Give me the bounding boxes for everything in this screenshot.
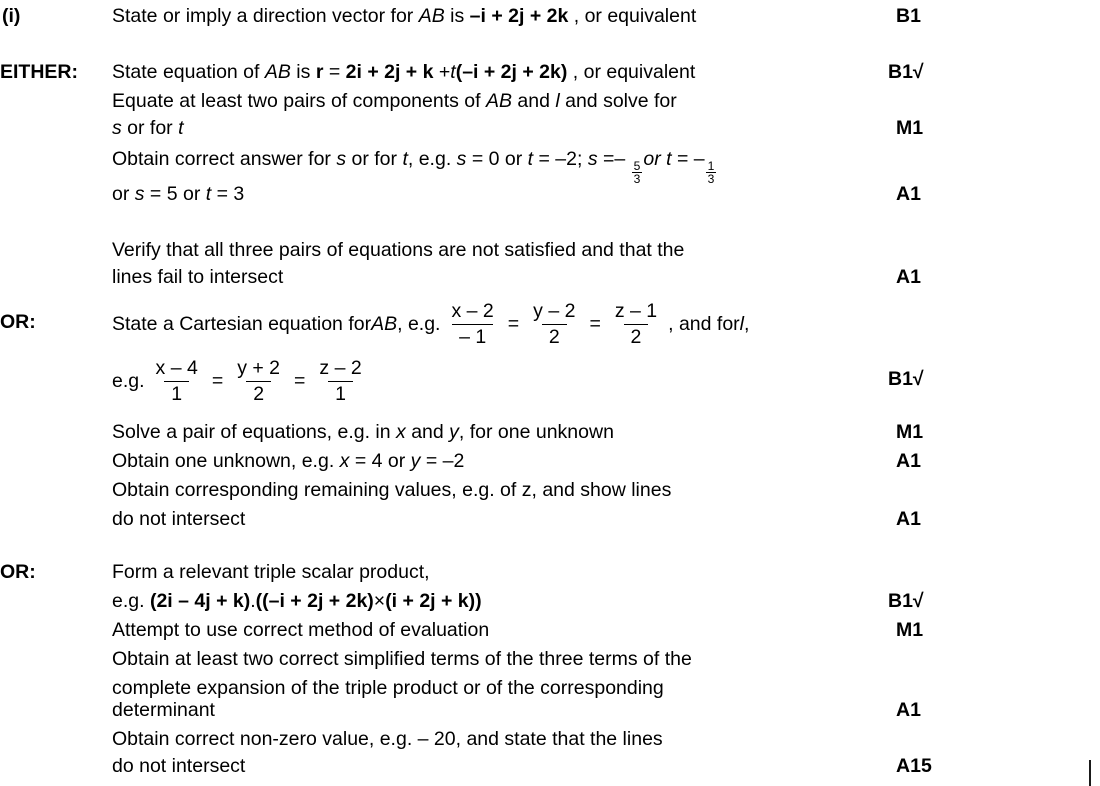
cartesian-l-fraction-z [312, 357, 368, 406]
obtain-answer-t1: t [402, 148, 408, 170]
or-first-label: OR: [0, 311, 36, 333]
obtain-answer-s1: s [336, 148, 347, 170]
equation-ab-r: r [315, 61, 324, 83]
mark-a1-verify: A1 [896, 266, 921, 288]
equation-ab-statement [112, 58, 695, 87]
equate-components-line-l: l [555, 90, 560, 112]
fraction-five-thirds-numerator: 5 [633, 159, 641, 174]
mark-a1-obtain-one-unknown: A1 [896, 450, 921, 472]
cartesian-ab-ab: AB [371, 313, 398, 335]
equation-ab-vector-b: (–i + 2j + 2k) [455, 61, 568, 83]
obtain-answer-text-f: =– [597, 148, 631, 170]
triple-scalar-prefix: e.g. [112, 590, 150, 612]
cartesian-l-equation [145, 357, 373, 406]
question-number-label: (i) [2, 5, 21, 27]
obtain-two-terms-line1: Obtain at least two correct simplified terms of the three terms of the [112, 648, 692, 670]
obtain-answer-t3: t [666, 148, 672, 170]
cartesian-ab-text-before: State a Cartesian equation for [112, 313, 372, 335]
direction-vector-text-after: , or equivalent [568, 5, 697, 27]
obtain-answer-text-g: = – [671, 148, 705, 170]
fraction-one-third [706, 160, 717, 186]
cartesian-ab-fraction-x-numerator: x – 2 [451, 300, 494, 322]
obtain-answer-text-d: = 0 or [466, 148, 528, 170]
or-second-label: OR: [0, 561, 36, 583]
mark-m1-attempt-evaluation: M1 [896, 619, 924, 641]
cartesian-ab-fraction-x [444, 300, 500, 349]
obtain-remaining-line2: do not intersect [112, 508, 246, 530]
obtain-one-unknown-x: x [339, 450, 350, 472]
equation-ab-text-after: , or equivalent [567, 61, 696, 83]
verify-line1: Verify that all three pairs of equations are not satisfied and that the [112, 239, 685, 261]
triple-scalar-vector-a: (2i – 4j + k) [149, 590, 251, 612]
equation-ab-equals: = [323, 61, 346, 83]
equate-components-s: s [112, 117, 122, 139]
cartesian-l-fraction-y [230, 357, 287, 406]
cartesian-ab-text-mid: , e.g. [397, 313, 441, 335]
obtain-two-terms-line2: complete expansion of the triple product or of the corresponding [112, 677, 664, 699]
cartesian-ab-fraction-y [526, 300, 582, 349]
mark-a1-final-code: A1 [896, 755, 921, 777]
attempt-evaluation-statement: Attempt to use correct method of evaluation [112, 619, 490, 641]
obtain-answer-text-e: = –2; [533, 148, 588, 170]
cartesian-ab-equation [440, 300, 668, 349]
cartesian-ab-text-after: , and for [668, 313, 740, 335]
obtain-one-unknown-y: y [410, 450, 421, 472]
equation-ab-vector-a: 2i + 2j + k [345, 61, 434, 83]
cartesian-ab-text-end: , [744, 313, 750, 335]
triple-scalar-cross-operator: × [373, 590, 386, 612]
fraction-five-thirds [632, 160, 643, 186]
mark-b1-direction-vector: B1 [896, 5, 921, 27]
triple-scalar-vector-c: (i + 2j + k)) [385, 590, 482, 612]
obtain-one-unknown-text-before: Obtain one unknown, e.g. [112, 450, 340, 472]
table-border-rule [1089, 760, 1091, 786]
direction-vector-value: –i + 2j + 2k [469, 5, 569, 27]
obtain-nonzero-line1: Obtain correct non-zero value, e.g. – 20, and state that the lines [112, 728, 663, 750]
equate-components-ab: AB [485, 90, 512, 112]
obtain-one-unknown-statement [112, 447, 464, 476]
direction-vector-text-before: State or imply a direction vector for [112, 5, 419, 27]
obtain-answer-s3: s [587, 148, 598, 170]
mark-a1-obtain-two-terms: A1 [896, 699, 921, 721]
verify-line2: lines fail to intersect [112, 266, 284, 288]
direction-vector-ab: AB [418, 5, 445, 27]
cartesian-l-fraction-x-denominator: 1 [164, 381, 189, 406]
mark-b1ft-triple-scalar: B1√ [888, 590, 924, 612]
mark-b1ft-equation-ab: B1√ [888, 61, 924, 83]
triple-scalar-line2 [112, 587, 482, 616]
solve-pair-y: y [449, 421, 459, 443]
cartesian-ab-equals-2: = [589, 313, 601, 335]
obtain-one-unknown-text-after: = –2 [420, 450, 465, 472]
equate-components-line2-mid: or for [121, 117, 179, 139]
cartesian-l-fraction-z-denominator: 1 [328, 381, 353, 406]
obtain-answer-text-c: , e.g. [407, 148, 457, 170]
equation-ab-parameter-t: t [450, 61, 456, 83]
obtain-nonzero-line2: do not intersect [112, 755, 246, 777]
equate-components-text-before: Equate at least two pairs of components of [112, 90, 486, 112]
cartesian-ab-fraction-z-denominator: 2 [624, 324, 649, 349]
obtain-answer-text-a: Obtain correct answer for [112, 148, 337, 170]
equate-components-line1 [112, 87, 677, 116]
obtain-answer-t2: t [527, 148, 534, 170]
obtain-remaining-line1: Obtain corresponding remaining values, e.g. of z, and show lines [112, 479, 672, 501]
cartesian-ab-fraction-y-numerator: y – 2 [533, 300, 576, 322]
obtain-answer-or-italic: or [643, 148, 661, 170]
obtain-answer-text-b: or for [346, 148, 403, 170]
obtain-answer-line2-after: = 3 [211, 183, 245, 205]
cartesian-l-equals-2: = [294, 370, 306, 392]
cartesian-l-prefix: e.g. [112, 370, 145, 392]
fraction-one-third-numerator: 1 [707, 159, 715, 174]
either-label: EITHER: [0, 61, 78, 83]
fraction-one-third-denominator: 3 [707, 172, 715, 187]
fraction-five-thirds-denominator: 3 [633, 172, 641, 187]
solve-pair-text-mid: and [405, 421, 450, 443]
cartesian-ab-line-l: l [739, 313, 744, 335]
equation-ab-plus-t: + [433, 61, 451, 83]
cartesian-l-fraction-x-numerator: x – 4 [155, 357, 198, 379]
question-total-marks: 5 [920, 755, 932, 777]
cartesian-ab-fraction-x-denominator: – 1 [452, 324, 493, 349]
cartesian-l-fraction-z-numerator: z – 2 [319, 357, 362, 379]
equate-components-t: t [178, 117, 184, 139]
obtain-answer-line2-before: or [112, 183, 135, 205]
cartesian-ab-fraction-y-denominator: 2 [542, 324, 567, 349]
obtain-answer-s4: s [134, 183, 145, 205]
cartesian-ab-fraction-z [608, 300, 664, 349]
equation-ab-text-mid: is [290, 61, 316, 83]
equate-components-line2 [112, 114, 184, 143]
triple-scalar-vector-b: ((–i + 2j + 2k) [255, 590, 374, 612]
triple-scalar-line1: Form a relevant triple scalar product, [112, 561, 430, 583]
obtain-two-terms-line3: determinant [112, 699, 215, 721]
obtain-answer-st-line2 [112, 180, 244, 209]
mark-m1-solve-pair: M1 [896, 421, 924, 443]
mark-a1-obtain-answer: A1 [896, 183, 921, 205]
equate-components-text-after: and solve for [559, 90, 677, 112]
solve-pair-text-after: , for one unknown [458, 421, 614, 443]
cartesian-l-fraction-x [149, 357, 205, 406]
cartesian-l-fraction-y-numerator: y + 2 [237, 357, 281, 379]
mark-m1-equate-components: M1 [896, 117, 924, 139]
obtain-one-unknown-text-mid: = 4 or [349, 450, 411, 472]
cartesian-ab-statement [112, 300, 749, 349]
obtain-answer-line2-mid: = 5 or [144, 183, 206, 205]
obtain-answer-s2: s [456, 148, 467, 170]
cartesian-ab-equals-1: = [507, 313, 520, 335]
equate-components-text-mid: and [511, 90, 556, 112]
direction-vector-statement [112, 2, 696, 31]
mark-b1ft-cartesian: B1√ [888, 368, 924, 390]
cartesian-l-equals-1: = [211, 370, 224, 392]
mark-a1-obtain-nonzero [896, 752, 932, 781]
triple-scalar-dot-operator: . [250, 590, 256, 612]
obtain-answer-t4: t [205, 183, 212, 205]
mark-a1-obtain-remaining: A1 [896, 508, 921, 530]
cartesian-l-fraction-y-denominator: 2 [246, 381, 271, 406]
cartesian-l-statement [112, 357, 373, 406]
equation-ab-ab: AB [264, 61, 291, 83]
solve-pair-x: x [396, 421, 406, 443]
direction-vector-text-mid: is [444, 5, 470, 27]
solve-pair-text-before: Solve a pair of equations, e.g. in [112, 421, 397, 443]
cartesian-ab-fraction-z-numerator: z – 1 [614, 300, 658, 322]
equation-ab-text-before: State equation of [112, 61, 265, 83]
solve-pair-statement [112, 418, 614, 447]
